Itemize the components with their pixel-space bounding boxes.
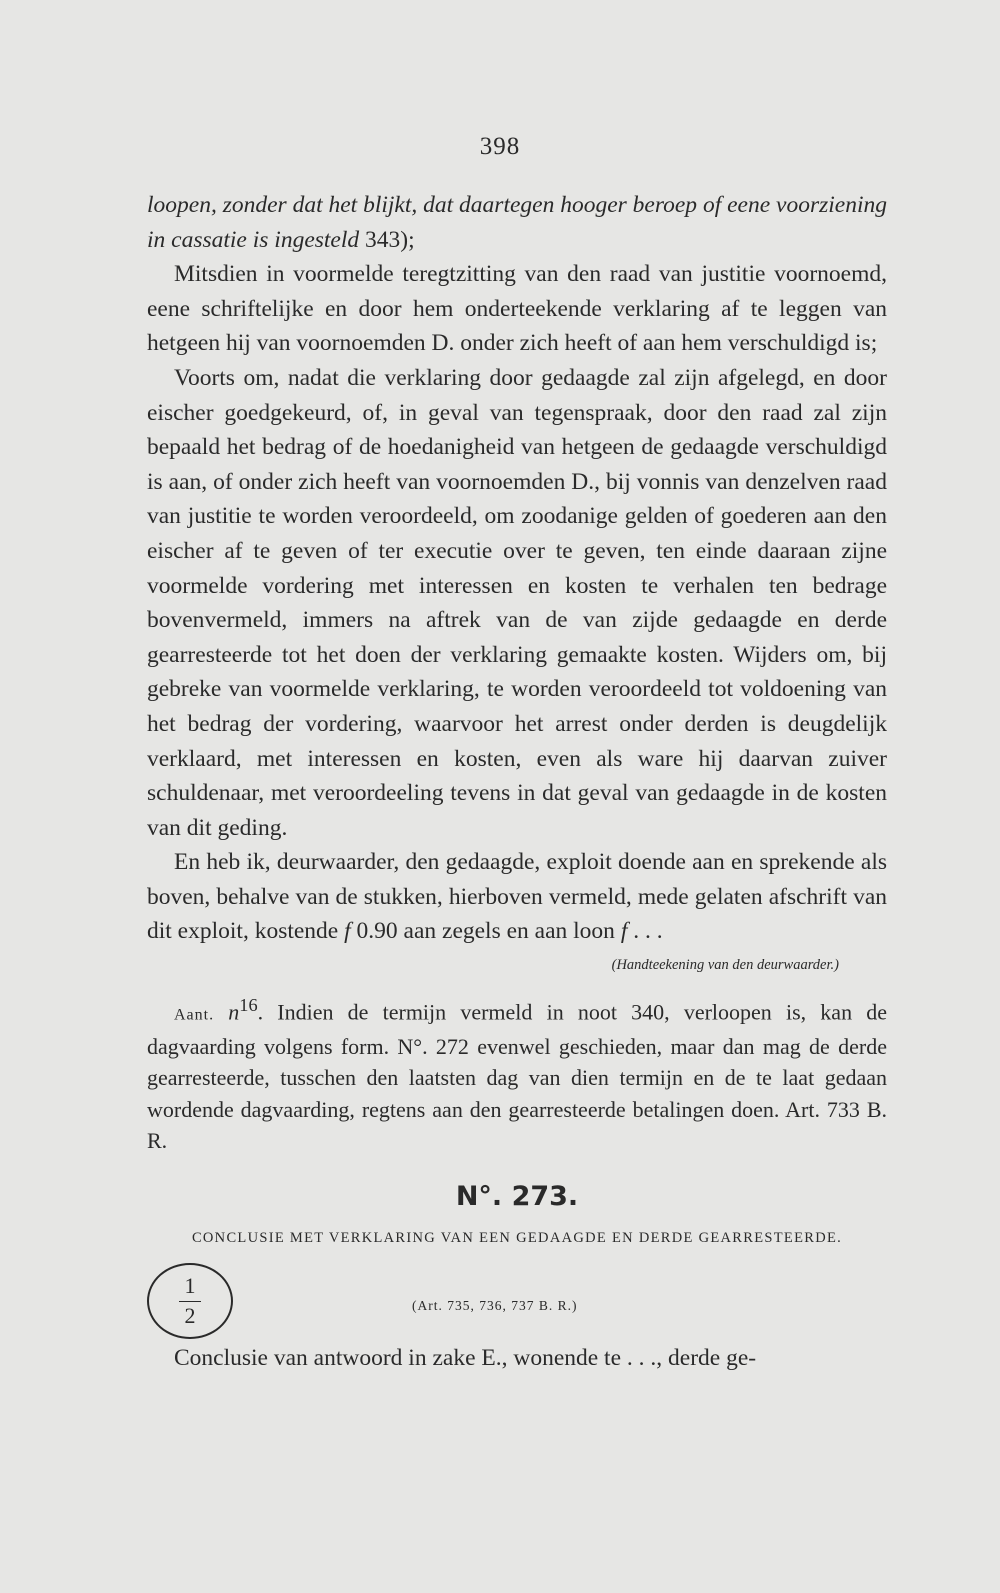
- italic-phrase: loopen, zonder dat het blijkt, dat daartegen hooger beroep of eene voorziening in cassatie is ingesteld: [147, 192, 887, 253]
- form-title: CONCLUSIE MET VERKLARING VAN EEN GEDAAGDE EN DERDE GEARRESTEERDE.: [191, 1229, 843, 1246]
- paragraph-4: [147, 845, 887, 949]
- guilder-sign-2: f: [620, 918, 628, 945]
- stamp-numerator: 1: [184, 1272, 196, 1298]
- ellipsis: . . .: [633, 918, 663, 945]
- fraction-stamp: [147, 1263, 233, 1339]
- page-body: [147, 188, 887, 1375]
- annotation-note: [147, 990, 887, 1157]
- note-ref: n: [228, 999, 240, 1025]
- article-reference: (Art. 735, 736, 737 B. R.): [412, 1297, 578, 1313]
- closing-line: Conclusie van antwoord in zake E., wonende te . . ., derde ge-: [174, 1344, 757, 1371]
- stamp-denominator: 2: [184, 1302, 196, 1328]
- paragraph-4-text: En heb ik, deurwaarder, den gedaagde, exploit doende aan en sprekende als boven, behalve van de stukken, hierboven vermeld, mede gelaten afschrift van dit exploit, kostende: [147, 849, 887, 945]
- page-number: 398: [479, 133, 521, 160]
- paragraph-1: [147, 188, 887, 257]
- paragraph-3: Voorts om, nadat die verklaring door gedaagde zal zijn afgelegd, en door eischer goedgekeurd, of, in geval van tegenspraak, door den raad zal zijn bepaald het bedrag of de hoedanigheid van hetgeen de gedaagde verschuldigd is aan, of onder zich heeft van voornoemden D., bij vonnis van denzelven raad van justitie te worden veroordeeld, om zoodanige gelden of goederen aan den eischer af te geven of ter executie over te geven, ten einde daaraan zijne voormelde vordering met interessen en kosten te verhalen ten bedrage bovenvermeld, immers na aftrek van de van zijde gedaagde en derde gearresteerde tot het doen der verklaring gemaakte kosten. Wijders om, bij gebreke van voormelde verklaring, te worden veroordeeld tot voldoening van het bedrag der vordering, waarvoor het arrest onder derden is deugdelijk verklaard, met interessen en kosten, even als ware hij daarvan zuiver schuldenaar, met veroordeeling tevens in dat geval van gedaagde in de kosten van dit geding.: [147, 364, 887, 841]
- guilder-sign: f: [344, 918, 351, 945]
- signature-line: (Handteekening van den deurwaarder.): [611, 957, 839, 974]
- paragraph-2: Mitsdien in voormelde teregtzitting van den raad van justitie voornoemd, eene schriftelijke en door hem onderteekende verklaring af te leggen van hetgeen hij van voornoemden D. onder zich heeft of aan hem verschuldigd is;: [147, 261, 887, 357]
- footnote-ref: 343);: [365, 226, 415, 253]
- article-row: [147, 1263, 887, 1341]
- form-number-heading: N°. 273.: [455, 1180, 579, 1212]
- note-label: Aant.: [174, 1006, 215, 1024]
- note-text: . Indien de termijn vermeld in noot 340, verloopen is, kan de dagvaarding volgens form. N°. 272 evenwel geschieden, maar dan mag de derde gearresteerde, tusschen den laatsten dag van dien termijn en de te laat gedaan wordende dagvaarding, regtens aan den gearresteerde betalingen doen. Art. 733 B. R.: [147, 999, 888, 1154]
- note-ref-sup: 16: [239, 995, 258, 1016]
- amount-text: 0.90 aan zegels en aan loon: [356, 918, 615, 945]
